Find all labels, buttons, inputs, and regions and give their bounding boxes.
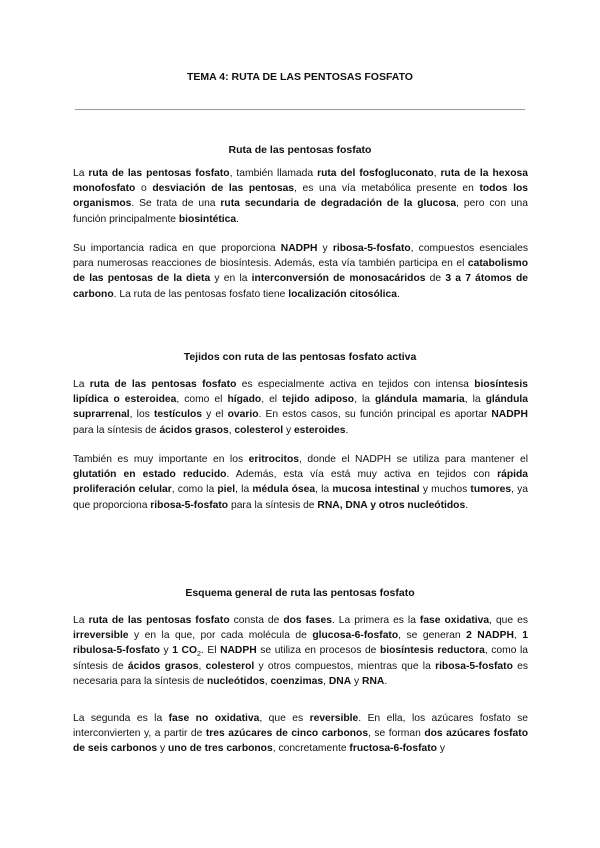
text-run: es necesaria para la síntesis de <box>73 660 528 687</box>
text-run: , compuestos esenciales para numerosas reacciones de biosíntesis. Además, esta vía también participa en el <box>73 243 528 270</box>
text-run: , como el <box>176 394 228 406</box>
text-run: , que es <box>489 615 528 626</box>
bold-term: glándula mamaria <box>375 394 465 406</box>
text-run: . La primera es la <box>331 615 420 626</box>
bold-term: ruta del fosfogluconato <box>317 168 434 179</box>
text-run: . Se trata de una <box>131 198 221 210</box>
text-run: , <box>513 630 523 642</box>
bold-term: RNA, DNA y otros nucleótidos <box>317 499 466 511</box>
text-run: consta de <box>229 615 284 626</box>
text-run: , la <box>464 394 486 406</box>
text-run: , se generan <box>398 630 467 642</box>
text-run: , que es <box>259 713 310 724</box>
text-run: y <box>283 424 294 436</box>
bold-term: testículos <box>153 409 203 421</box>
text-run: , <box>323 675 329 687</box>
bold-term: uno de tres carbonos <box>168 743 273 755</box>
bold-term: reversible <box>309 713 359 724</box>
bold-term: RNA <box>362 675 385 687</box>
text-run: . <box>384 675 388 687</box>
bold-term: tumores <box>470 484 512 496</box>
text-run: , se forman <box>368 728 425 740</box>
bold-term: ácidos grasos <box>127 660 199 672</box>
title-divider <box>75 109 525 110</box>
bold-term: desviación de las pentosas <box>152 183 295 195</box>
text-run: , donde el NADPH se utiliza para mantener el <box>298 454 528 465</box>
text-run: . <box>465 499 469 511</box>
text-run: y <box>317 243 333 254</box>
text-run: . Además, esta vía está muy activa en tejidos con <box>226 469 498 481</box>
text-run: , <box>433 168 441 179</box>
bold-term: coenzimas <box>270 675 324 687</box>
paragraph <box>73 377 528 438</box>
text-run: , <box>228 424 235 436</box>
bold-term: biosíntesis lipídica o esteroidea <box>73 379 528 406</box>
bold-term: colesterol <box>205 660 255 672</box>
bold-term: NADPH <box>220 645 257 657</box>
paragraph <box>73 166 528 227</box>
subscript: 2 <box>197 651 201 659</box>
bold-term: ribosa-5-fosfato <box>435 660 513 672</box>
text-run: de <box>425 273 446 285</box>
document-title: TEMA 4: RUTA DE LAS PENTOSAS FOSFATO <box>187 71 413 83</box>
text-run: , también llamada <box>229 168 318 179</box>
bold-term: ribosa-5-fosfato <box>332 243 411 254</box>
bold-term: dos fases <box>283 615 332 626</box>
text-run: , concretamente <box>272 743 350 755</box>
bold-term: colesterol <box>234 424 284 436</box>
bold-term: ruta de las pentosas fosfato <box>88 168 230 179</box>
text-run: para la síntesis de <box>228 499 318 511</box>
paragraph <box>73 711 528 757</box>
bold-term: biosintética <box>178 213 237 225</box>
text-run: La segunda es la <box>73 713 169 724</box>
paragraph <box>73 241 528 302</box>
text-run: , pero con una función principalmente <box>73 198 528 225</box>
text-run: . La ruta de las pentosas fosfato tiene <box>113 288 289 300</box>
bold-term: glándula suprarrenal <box>73 394 528 421</box>
paragraph <box>73 613 528 689</box>
bold-term: glucosa-6-fosfato <box>312 630 399 642</box>
bold-term: ruta de las pentosas fosfato <box>88 615 230 626</box>
text-run: y <box>157 743 168 755</box>
bold-term: esteroides <box>293 424 346 436</box>
bold-term: mucosa intestinal <box>332 484 420 496</box>
bold-term: ruta secundaria de degradación de la glucosa <box>220 198 457 210</box>
bold-term: NADPH <box>491 409 528 421</box>
text-run: y otros compuestos, mientras que la <box>254 660 436 672</box>
bold-term: interconversión de monosacáridos <box>251 273 426 285</box>
bold-term: tres azúcares de cinco carbonos <box>205 728 369 740</box>
text-run: , la <box>235 484 253 496</box>
bold-term: fructosa-6-fosfato <box>349 743 437 755</box>
text-run: Su importancia radica en que proporciona <box>73 243 281 254</box>
bold-term: dos azúcares fosfato de seis carbonos <box>73 728 528 755</box>
text-run: La <box>73 168 89 179</box>
text-run: , la <box>354 394 375 406</box>
bold-term: nucleótidos <box>206 675 265 687</box>
bold-term: ácidos grasos <box>159 424 229 436</box>
bold-term: médula ósea <box>252 484 316 496</box>
bold-term: fase no oxidativa <box>168 713 260 724</box>
paragraph <box>73 452 528 513</box>
bold-term: NADPH <box>280 243 318 254</box>
bold-term: 1 ribulosa-5-fosfato <box>73 630 528 657</box>
bold-term: biosíntesis reductora <box>379 645 485 657</box>
text-run: , es una vía metabólica presente en <box>294 183 480 195</box>
bold-term: DNA <box>328 675 352 687</box>
text-run: . <box>396 288 400 300</box>
bold-term: piel <box>217 484 236 496</box>
bold-term: todos los organismos <box>73 183 529 210</box>
bold-term: ruta de la hexosa monofosfato <box>73 168 528 195</box>
text-run: , la <box>315 484 333 496</box>
section-heading-esquema: Esquema general de ruta las pentosas fosfato <box>185 587 415 599</box>
bold-term: hígado <box>227 394 262 406</box>
text-run: es especialmente activa en tejidos con intensa <box>236 379 475 390</box>
text-run: y el <box>202 409 228 421</box>
text-run: se utiliza en procesos de <box>256 645 380 657</box>
text-run: y <box>436 743 445 755</box>
text-run: . <box>236 213 239 225</box>
text-run: , como la <box>171 484 218 496</box>
text-run: La <box>73 615 89 626</box>
text-run: , el <box>261 394 283 406</box>
bold-term: irreversible <box>73 630 129 642</box>
bold-term: rápida proliferación celular <box>73 469 528 496</box>
text-run: y en la que, por cada molécula de <box>128 630 313 642</box>
bold-term: ovario <box>227 409 259 421</box>
text-run: , como la síntesis de <box>73 645 528 672</box>
text-run: y en la <box>210 273 252 285</box>
bold-term: 2 NADPH <box>466 630 514 642</box>
bold-term: localización citosólica <box>288 288 397 300</box>
bold-term: glutatión en estado reducido <box>73 469 227 481</box>
bold-term: 3 a 7 átomos de carbono <box>73 273 528 300</box>
bold-term: 1 CO <box>172 645 197 657</box>
text-run: , <box>198 660 206 672</box>
text-run: , <box>264 675 271 687</box>
text-run: También es muy importante en los <box>73 454 249 465</box>
section-heading-tejidos: Tejidos con ruta de las pentosas fosfato activa <box>183 351 417 363</box>
bold-term: ribosa-5-fosfato <box>150 499 229 511</box>
text-run: para la síntesis de <box>73 424 160 436</box>
text-run: , los <box>129 409 154 421</box>
text-run: . El <box>200 645 221 657</box>
section-heading-ruta: Ruta de las pentosas fosfato <box>228 144 372 156</box>
text-run: . <box>345 424 349 436</box>
bold-term: fase oxidativa <box>419 615 490 626</box>
text-run: y muchos <box>419 484 471 496</box>
text-run: . En ella, los azúcares fosfato se interconvierten y, a partir de <box>73 713 528 740</box>
text-run: y <box>159 645 173 657</box>
text-run: La <box>73 379 90 390</box>
text-run: o <box>135 183 153 195</box>
text-run: , ya que proporciona <box>73 484 528 511</box>
text-run: . En estos casos, su función principal es aportar <box>258 409 492 421</box>
bold-term: catabolismo de las pentosas de la dieta <box>73 258 528 285</box>
text-run: y <box>351 675 363 687</box>
bold-term: tejido adiposo <box>282 394 355 406</box>
bold-term: eritrocitos <box>248 454 299 465</box>
bold-term: ruta de las pentosas fosfato <box>89 379 237 390</box>
